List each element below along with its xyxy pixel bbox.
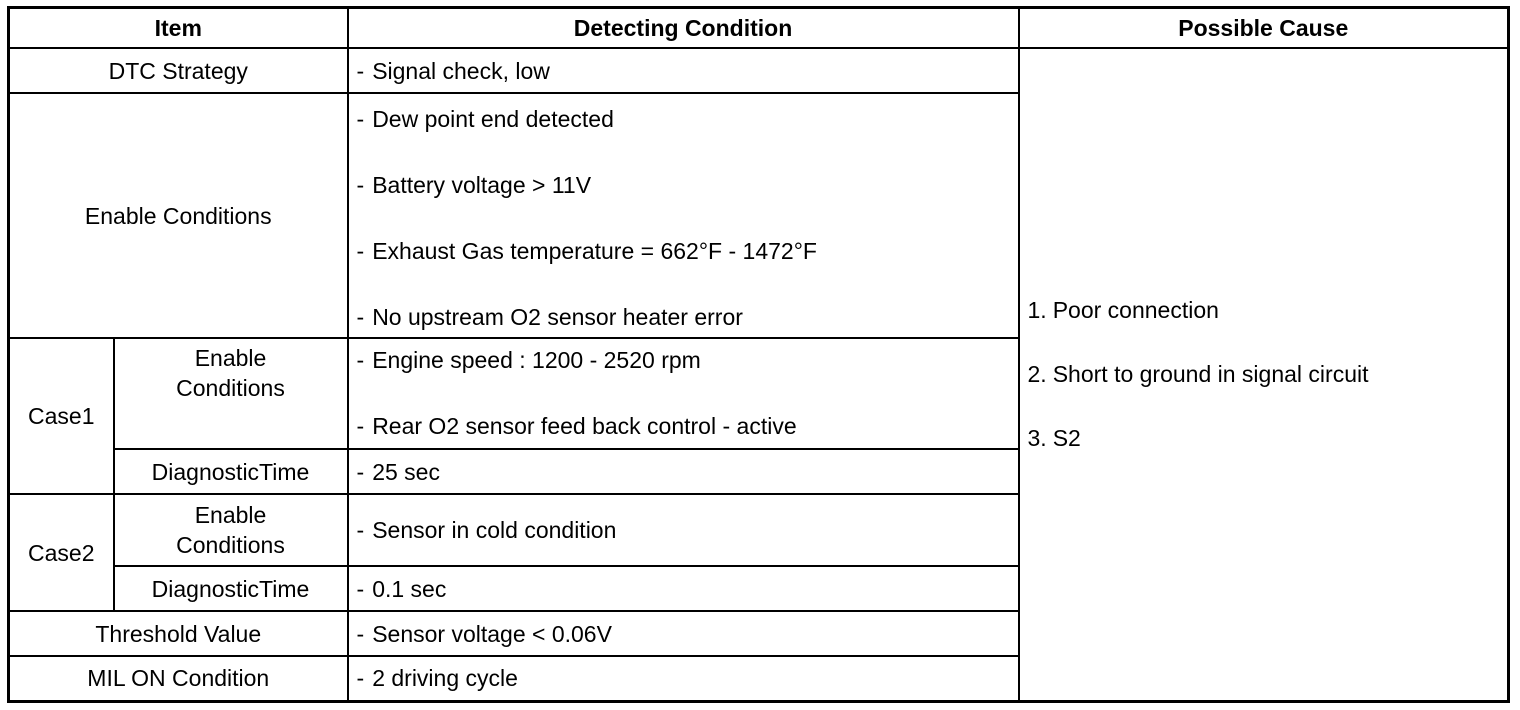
case1-label: Case1	[9, 338, 114, 494]
case1-enable-conditions	[348, 338, 1019, 449]
mil-on-condition	[348, 656, 1019, 701]
cause-number: 1.	[1027, 297, 1047, 324]
threshold-label: Threshold Value	[9, 611, 348, 656]
condition-text: Dew point end detected	[372, 106, 614, 132]
case2-label: Case2	[9, 494, 114, 611]
dash: -	[356, 665, 365, 692]
cause-number: 3.	[1027, 425, 1047, 452]
dash: -	[356, 172, 365, 198]
cause-text: Short to ground in signal circuit	[1052, 361, 1369, 388]
header-possible-cause: Possible Cause	[1019, 8, 1509, 49]
cause-text: S2	[1052, 425, 1081, 452]
dash: -	[356, 106, 365, 132]
cause-text: Poor connection	[1052, 297, 1219, 324]
enable-conditions-list	[348, 93, 1019, 338]
dash: -	[356, 238, 365, 264]
enable-conditions-label: Enable Conditions	[9, 93, 348, 338]
condition-text: 25 sec	[372, 458, 440, 485]
mil-on-label: MIL ON Condition	[9, 656, 348, 701]
header-row	[9, 8, 1509, 49]
dash: -	[356, 413, 365, 439]
header-detecting-condition: Detecting Condition	[348, 8, 1019, 49]
dtc-strategy-label: DTC Strategy	[9, 48, 348, 93]
row-dtc-strategy	[9, 48, 1509, 93]
case1-diag-time	[348, 449, 1019, 494]
cause-item	[1028, 295, 1508, 325]
dash: -	[356, 304, 365, 330]
dtc-table	[7, 6, 1510, 703]
header-item: Item	[9, 8, 348, 49]
condition-text: Exhaust Gas temperature = 662°F - 1472°F	[372, 238, 817, 264]
condition-text: Rear O2 sensor feed back control - active	[372, 413, 797, 439]
condition-text: Sensor in cold condition	[372, 517, 617, 543]
case2-enable-conditions	[348, 494, 1019, 566]
enable-label-text: Enable Conditions	[176, 502, 285, 558]
dash: -	[356, 517, 365, 543]
case2-enable-label	[114, 494, 348, 566]
case2-diag-label: DiagnosticTime	[114, 566, 348, 611]
condition-text: No upstream O2 sensor heater error	[372, 304, 743, 330]
condition-text: Engine speed : 1200 - 2520 rpm	[372, 347, 701, 373]
cause-item	[1028, 359, 1508, 389]
dash: -	[356, 458, 365, 485]
enable-label-text: Enable Conditions	[176, 345, 285, 401]
condition-text: Battery voltage > 11V	[372, 172, 592, 198]
possible-cause-cell	[1019, 48, 1509, 701]
condition-text: Signal check, low	[372, 57, 550, 84]
case1-diag-label: DiagnosticTime	[114, 449, 348, 494]
dash: -	[356, 575, 365, 602]
threshold-condition	[348, 611, 1019, 656]
case1-enable-label	[114, 338, 348, 449]
case2-diag-time	[348, 566, 1019, 611]
cause-number: 2.	[1027, 361, 1047, 388]
dash: -	[356, 57, 365, 84]
condition-text: Sensor voltage < 0.06V	[372, 620, 612, 647]
cause-item	[1028, 423, 1508, 453]
condition-text: 2 driving cycle	[372, 665, 518, 692]
dash: -	[356, 620, 365, 647]
dash: -	[356, 347, 365, 373]
condition-text: 0.1 sec	[372, 575, 447, 602]
dtc-strategy-condition	[348, 48, 1019, 93]
